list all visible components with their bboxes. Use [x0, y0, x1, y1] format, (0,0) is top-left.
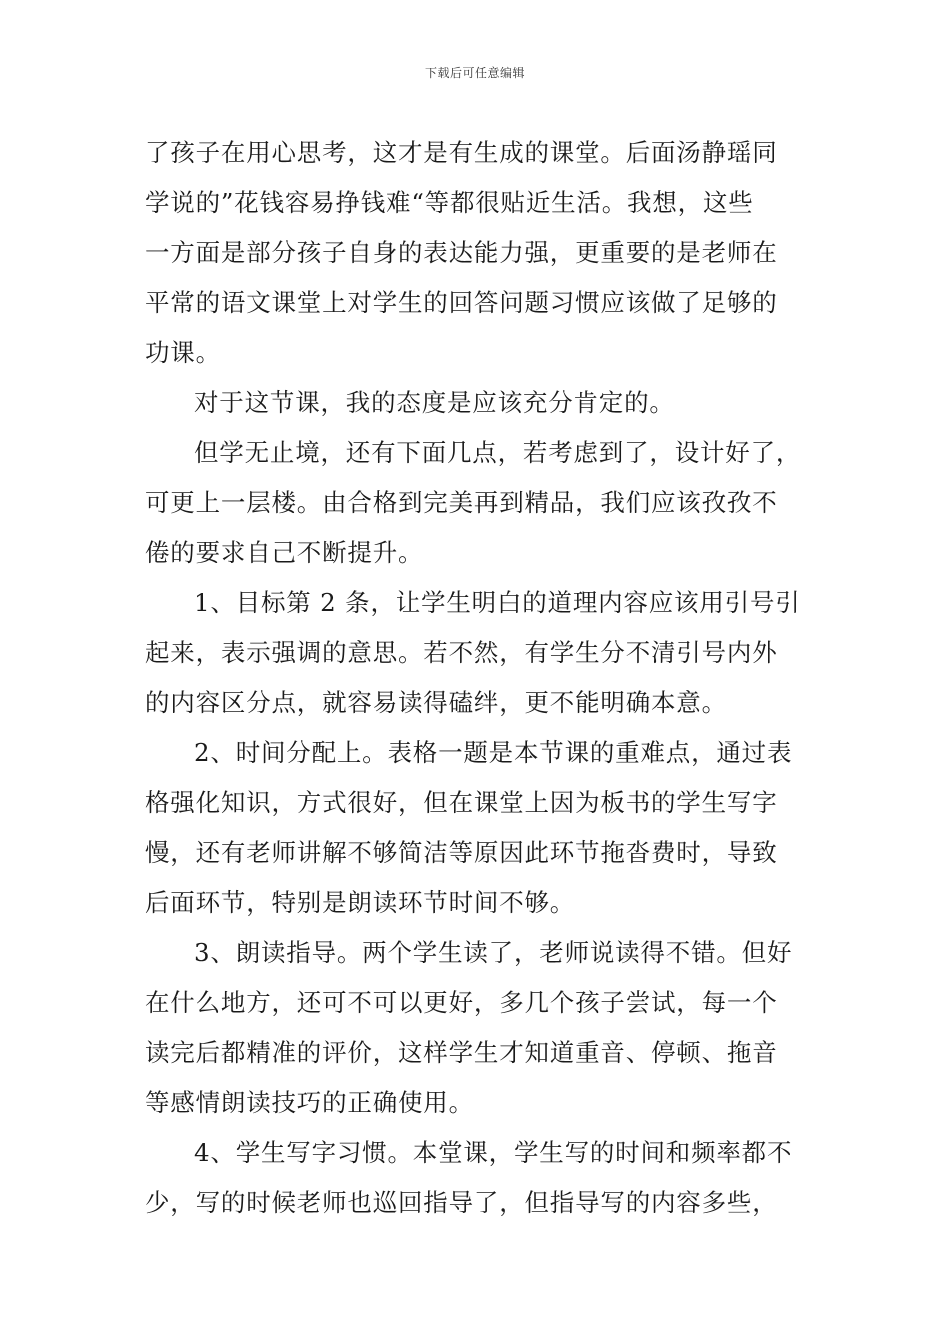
text-line: 一方面是部分孩子自身的表达能力强，更重要的是老师在 — [145, 238, 778, 267]
text-line: 对于这节课，我的态度是应该充分肯定的。 — [194, 388, 675, 417]
text-line: 起来，表示强调的意思。若不然，有学生分不清引号内外 — [145, 638, 778, 667]
text-line: 可更上一层楼。由合格到完美再到精品，我们应该孜孜不 — [145, 488, 778, 517]
text-line: 等感情朗读技巧的正确使用。 — [145, 1088, 474, 1117]
text-line: 后面环节，特别是朗读环节时间不够。 — [145, 888, 576, 917]
text-line: 功课。 — [145, 338, 221, 367]
text-line: 平常的语文课堂上对学生的回答问题习惯应该做了足够的 — [145, 288, 778, 317]
page-header: 下载后可任意编辑 — [424, 66, 525, 80]
text-line: 慢，还有老师讲解不够简洁等原因此环节拖沓费时，导致 — [145, 838, 778, 867]
document-body — [145, 128, 835, 1228]
text-line: 3、朗读指导。两个学生读了，老师说读得不错。但好 — [194, 938, 793, 967]
text-line: 在什么地方，还可不可以更好，多几个孩子尝试，每一个 — [145, 988, 778, 1017]
text-line: 少，写的时候老师也巡回指导了，但指导写的内容多些， — [145, 1188, 778, 1217]
text-line: 但学无止境，还有下面几点，若考虑到了，设计好了， — [194, 438, 802, 467]
text-line: 读完后都精准的评价，这样学生才知道重音、停顿、拖音 — [145, 1038, 778, 1067]
text-line: 格强化知识，方式很好，但在课堂上因为板书的学生写字 — [145, 788, 778, 817]
text-line: 学说的”花钱容易挣钱难“等都很贴近生活。我想，这些 — [145, 188, 754, 217]
text-line: 1、目标第 2 条，让学生明白的道理内容应该用引号引 — [194, 588, 801, 617]
text-line: 的内容区分点，就容易读得磕绊，更不能明确本意。 — [145, 688, 727, 717]
text-line: 了孩子在用心思考，这才是有生成的课堂。后面汤静瑶同 — [145, 138, 778, 167]
text-line: 4、学生写字习惯。本堂课，学生写的时间和频率都不 — [194, 1138, 793, 1167]
text-line: 2、时间分配上。表格一题是本节课的重难点，通过表 — [194, 738, 793, 767]
text-line: 倦的要求自己不断提升。 — [145, 538, 424, 567]
